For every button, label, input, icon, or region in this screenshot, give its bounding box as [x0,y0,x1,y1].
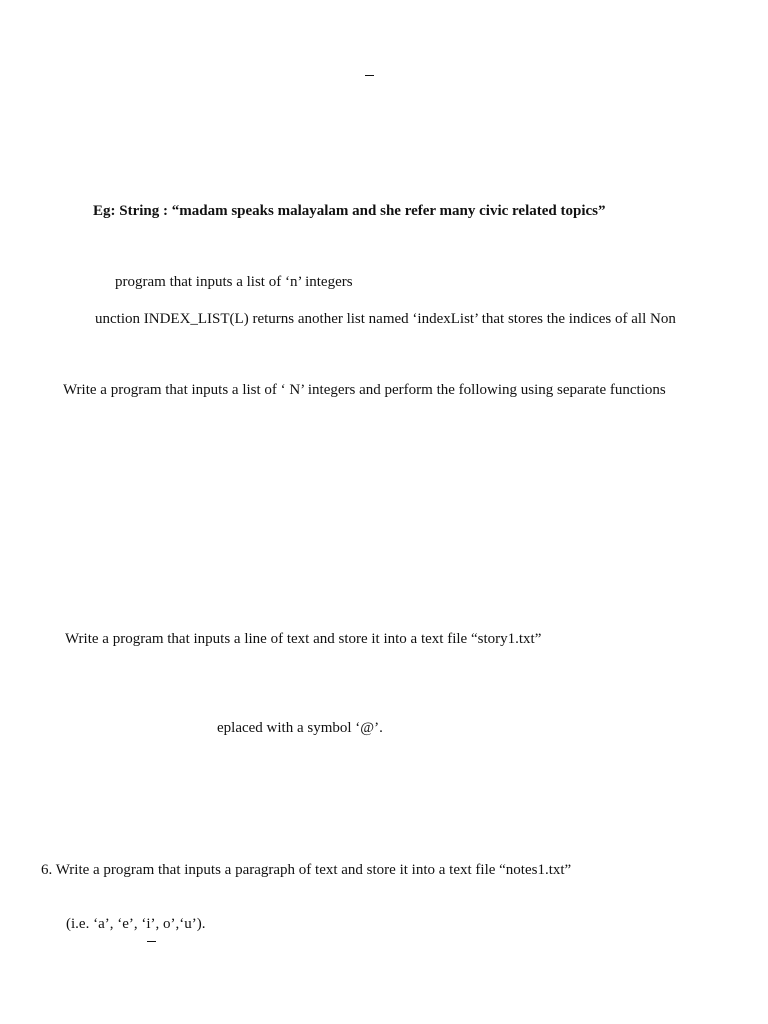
index-list-function-line: unction INDEX_LIST(L) returns another list named ‘indexList’ that stores the indices of all Non [95,311,676,327]
story-file-line: Write a program that inputs a line of text and store it into a text file “story1.txt” [65,631,542,647]
dash-mark-top [365,75,374,76]
program-inputs-list-line: program that inputs a list of ‘n’ integers [115,274,353,290]
example-string-line: Eg: String : “madam speaks malayalam and she refer many civic related topics” [93,203,606,219]
notes-file-line: 6. Write a program that inputs a paragraph of text and store it into a text file “notes1.txt” [41,862,572,878]
replaced-symbol-line: eplaced with a symbol ‘@’. [217,720,383,736]
dash-mark-bottom [147,941,156,942]
vowels-line: (i.e. ‘a’, ‘e’, ‘i’, o’,‘u’). [66,916,206,932]
separate-functions-line: Write a program that inputs a list of ‘ N’ integers and perform the following using separate functions [63,382,666,398]
